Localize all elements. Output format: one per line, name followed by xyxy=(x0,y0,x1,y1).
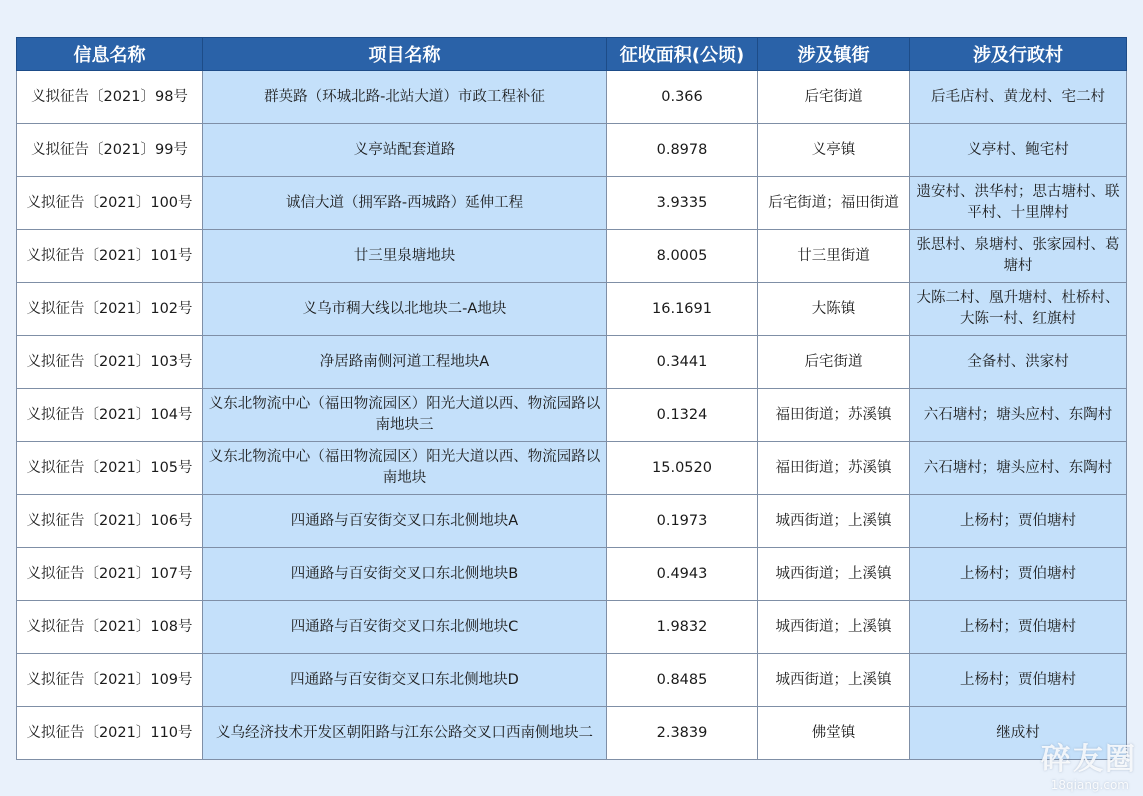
cell-village: 上杨村；贾伯塘村 xyxy=(910,654,1127,707)
cell-info-name: 义拟征告〔2021〕108号 xyxy=(17,601,203,654)
table-row xyxy=(17,548,1127,601)
land-acquisition-table xyxy=(16,37,1127,760)
table-body xyxy=(17,71,1127,760)
cell-project-name: 义东北物流中心（福田物流园区）阳光大道以西、物流园路以南地块三 xyxy=(203,389,607,442)
table-row xyxy=(17,601,1127,654)
header-area: 征收面积(公顷) xyxy=(607,38,758,71)
cell-town: 大陈镇 xyxy=(758,283,910,336)
cell-project-name: 义乌经济技术开发区朝阳路与江东公路交叉口西南侧地块二 xyxy=(203,707,607,760)
cell-area: 0.8978 xyxy=(607,124,758,177)
cell-project-name: 义亭站配套道路 xyxy=(203,124,607,177)
cell-project-name: 群英路（环城北路-北站大道）市政工程补征 xyxy=(203,71,607,124)
cell-info-name: 义拟征告〔2021〕109号 xyxy=(17,654,203,707)
cell-village: 上杨村；贾伯塘村 xyxy=(910,495,1127,548)
cell-village: 张思村、泉塘村、张家园村、葛塘村 xyxy=(910,230,1127,283)
cell-info-name: 义拟征告〔2021〕102号 xyxy=(17,283,203,336)
cell-info-name: 义拟征告〔2021〕104号 xyxy=(17,389,203,442)
cell-village: 全备村、洪家村 xyxy=(910,336,1127,389)
cell-info-name: 义拟征告〔2021〕107号 xyxy=(17,548,203,601)
cell-town: 城西街道；上溪镇 xyxy=(758,654,910,707)
cell-town: 后宅街道 xyxy=(758,336,910,389)
watermark-domain: 18qiang.com xyxy=(1050,778,1129,792)
cell-town: 义亭镇 xyxy=(758,124,910,177)
watermark-brand: 碎友圈 xyxy=(1041,742,1137,777)
table-row xyxy=(17,495,1127,548)
cell-town: 城西街道；上溪镇 xyxy=(758,601,910,654)
table-row xyxy=(17,283,1127,336)
cell-area: 8.0005 xyxy=(607,230,758,283)
cell-area: 15.0520 xyxy=(607,442,758,495)
cell-info-name: 义拟征告〔2021〕106号 xyxy=(17,495,203,548)
cell-area: 0.1973 xyxy=(607,495,758,548)
table-row xyxy=(17,336,1127,389)
cell-info-name: 义拟征告〔2021〕98号 xyxy=(17,71,203,124)
cell-town: 廿三里街道 xyxy=(758,230,910,283)
cell-project-name: 四通路与百安街交叉口东北侧地块D xyxy=(203,654,607,707)
cell-info-name: 义拟征告〔2021〕110号 xyxy=(17,707,203,760)
cell-village: 遗安村、洪华村；思古塘村、联平村、十里牌村 xyxy=(910,177,1127,230)
cell-village: 六石塘村；塘头应村、东陶村 xyxy=(910,442,1127,495)
header-town: 涉及镇街 xyxy=(758,38,910,71)
cell-project-name: 四通路与百安街交叉口东北侧地块C xyxy=(203,601,607,654)
table-row xyxy=(17,230,1127,283)
cell-village: 六石塘村；塘头应村、东陶村 xyxy=(910,389,1127,442)
table-row xyxy=(17,71,1127,124)
land-acquisition-table-frame xyxy=(16,37,1126,760)
cell-area: 0.4943 xyxy=(607,548,758,601)
cell-village: 继成村 xyxy=(910,707,1127,760)
header-project-name: 项目名称 xyxy=(203,38,607,71)
cell-area: 0.366 xyxy=(607,71,758,124)
cell-town: 后宅街道；福田街道 xyxy=(758,177,910,230)
cell-project-name: 四通路与百安街交叉口东北侧地块B xyxy=(203,548,607,601)
cell-area: 0.1324 xyxy=(607,389,758,442)
cell-town: 城西街道；上溪镇 xyxy=(758,548,910,601)
cell-town: 福田街道；苏溪镇 xyxy=(758,389,910,442)
table-header-row xyxy=(17,38,1127,71)
cell-project-name: 义乌市稠大线以北地块二-A地块 xyxy=(203,283,607,336)
cell-village: 后毛店村、黄龙村、宅二村 xyxy=(910,71,1127,124)
cell-info-name: 义拟征告〔2021〕100号 xyxy=(17,177,203,230)
cell-area: 0.8485 xyxy=(607,654,758,707)
cell-area: 1.9832 xyxy=(607,601,758,654)
table-row xyxy=(17,707,1127,760)
cell-area: 0.3441 xyxy=(607,336,758,389)
cell-info-name: 义拟征告〔2021〕103号 xyxy=(17,336,203,389)
table-row xyxy=(17,389,1127,442)
cell-town: 福田街道；苏溪镇 xyxy=(758,442,910,495)
cell-village: 大陈二村、凰升塘村、杜桥村、大陈一村、红旗村 xyxy=(910,283,1127,336)
cell-project-name: 廿三里泉塘地块 xyxy=(203,230,607,283)
cell-town: 后宅街道 xyxy=(758,71,910,124)
cell-info-name: 义拟征告〔2021〕105号 xyxy=(17,442,203,495)
cell-area: 16.1691 xyxy=(607,283,758,336)
table-row xyxy=(17,442,1127,495)
table-row xyxy=(17,177,1127,230)
cell-area: 2.3839 xyxy=(607,707,758,760)
table-row xyxy=(17,124,1127,177)
cell-village: 义亭村、鲍宅村 xyxy=(910,124,1127,177)
cell-project-name: 四通路与百安街交叉口东北侧地块A xyxy=(203,495,607,548)
header-village: 涉及行政村 xyxy=(910,38,1127,71)
cell-project-name: 诚信大道（拥军路-西城路）延伸工程 xyxy=(203,177,607,230)
cell-village: 上杨村；贾伯塘村 xyxy=(910,601,1127,654)
cell-info-name: 义拟征告〔2021〕101号 xyxy=(17,230,203,283)
header-info-name: 信息名称 xyxy=(17,38,203,71)
cell-project-name: 净居路南侧河道工程地块A xyxy=(203,336,607,389)
cell-info-name: 义拟征告〔2021〕99号 xyxy=(17,124,203,177)
table-row xyxy=(17,654,1127,707)
cell-town: 城西街道；上溪镇 xyxy=(758,495,910,548)
cell-area: 3.9335 xyxy=(607,177,758,230)
cell-village: 上杨村；贾伯塘村 xyxy=(910,548,1127,601)
cell-project-name: 义东北物流中心（福田物流园区）阳光大道以西、物流园路以南地块 xyxy=(203,442,607,495)
cell-town: 佛堂镇 xyxy=(758,707,910,760)
